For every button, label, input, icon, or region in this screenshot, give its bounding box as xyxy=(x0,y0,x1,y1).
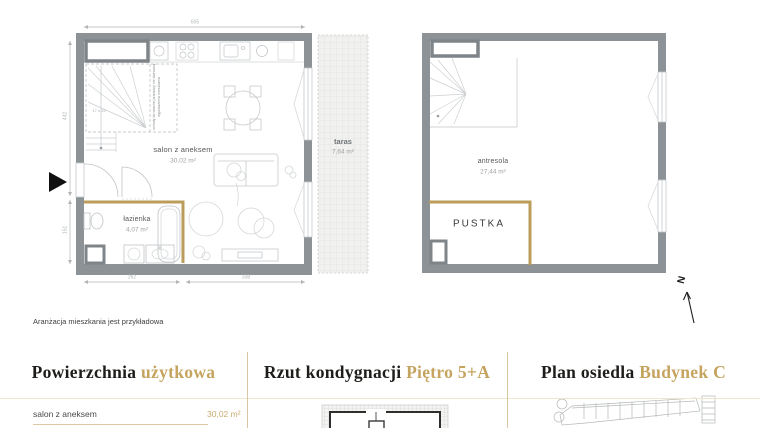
north-label: N xyxy=(675,275,689,285)
dim-bottom-left: 262 xyxy=(127,274,137,281)
terrace-area-label: 7,64 m² xyxy=(331,148,355,156)
shaft-upper xyxy=(431,241,446,263)
mezzanine-area: 27,44 m² xyxy=(480,168,506,176)
living-room-furniture xyxy=(189,154,296,261)
living-room-area: 30,02 m² xyxy=(170,157,196,165)
dim-top: 605 xyxy=(190,19,200,26)
shaft-lower xyxy=(86,246,104,263)
footer-heading-storey xyxy=(247,360,507,384)
footer-heading-storey-black: Rzut kondygnacji xyxy=(263,362,402,382)
footer-heading-site-plan xyxy=(507,360,760,384)
footer-heading-usable-area xyxy=(0,360,247,384)
floor-location-thumbnail xyxy=(322,405,448,428)
doors-lower xyxy=(84,164,152,199)
entry-closet xyxy=(86,41,148,61)
site-plan-thumbnail xyxy=(554,396,715,425)
terrace-label: taras xyxy=(334,136,352,146)
stairs-upper xyxy=(430,58,517,127)
footer-heading-usable-area-black: Powierzchnia xyxy=(31,362,137,382)
dimension-lines xyxy=(70,27,305,282)
mezzanine-label: antresola xyxy=(477,158,509,166)
footer-heading-storey-gold: Piętro 5+A xyxy=(406,362,491,382)
dining-set xyxy=(224,86,261,130)
stairs-dimension: 17 x 19 xyxy=(92,107,106,113)
footer-heading-site-plan-gold: Budynek C xyxy=(639,362,727,382)
area-row-value: 30,02 m² xyxy=(207,409,241,419)
dim-left-lower: 151 xyxy=(62,225,69,235)
north-arrow-icon xyxy=(684,292,695,323)
bathroom-label: łazienka xyxy=(123,216,151,224)
bathroom-area: 4,07 m² xyxy=(125,226,149,234)
living-room-label: salon z aneksem xyxy=(153,144,213,154)
footer-heading-usable-area-gold: użytkowa xyxy=(141,362,216,382)
upper-plan-walls xyxy=(422,33,666,273)
dim-left-upper: 442 xyxy=(62,111,69,121)
area-row-rule xyxy=(33,424,208,425)
kitchen-fixtures xyxy=(150,42,304,62)
area-row-label: salon z aneksem xyxy=(33,409,97,419)
dim-bottom-right: 338 xyxy=(241,274,251,281)
footer-top-rule xyxy=(0,398,760,399)
entrance-arrow-icon xyxy=(49,172,67,192)
upper-closet xyxy=(432,41,478,56)
void-label: PUSTKA xyxy=(452,218,506,230)
footer-heading-site-plan-black: Plan osiedla xyxy=(540,362,635,382)
disclaimer-caption: Aranżacja mieszkania jest przykładowa xyxy=(33,317,164,326)
stairs-note: schody do własnej aranżacji nie stanowią wyposażenia mieszkania xyxy=(152,64,162,130)
